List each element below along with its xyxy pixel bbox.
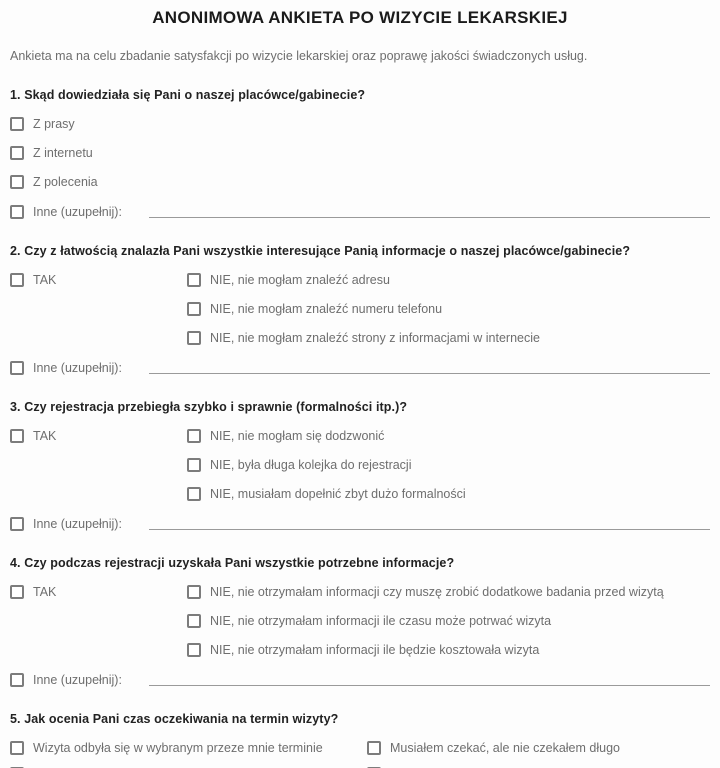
question-3 xyxy=(10,400,710,531)
option-label: Z polecenia xyxy=(33,175,98,189)
checkbox[interactable] xyxy=(187,458,201,472)
checkbox[interactable] xyxy=(10,273,24,287)
checkbox[interactable] xyxy=(187,273,201,287)
q1-option-z-polecenia[interactable] xyxy=(10,175,710,189)
q3-option-other[interactable] xyxy=(10,517,710,531)
q2-option-other[interactable] xyxy=(10,361,710,375)
checkbox[interactable] xyxy=(10,741,24,755)
q1-option-z-internetu[interactable] xyxy=(10,146,710,160)
option-label: Z internetu xyxy=(33,146,93,160)
checkbox[interactable] xyxy=(187,302,201,316)
option-label: Musiałem czekać, ale nie czekałem długo xyxy=(390,741,620,755)
question-3-title: 3. Czy rejestracja przebiegła szybko i sprawnie (formalności itp.)? xyxy=(10,400,408,414)
q2-option-nie-strony[interactable] xyxy=(187,331,710,345)
question-5-title: 5. Jak ocenia Pani czas oczekiwania na termin wizyty? xyxy=(10,712,339,726)
option-label: NIE, nie mogłam się dodzwonić xyxy=(210,429,385,443)
q3-option-nie-dodzwonic[interactable] xyxy=(187,429,710,443)
checkbox[interactable] xyxy=(187,331,201,345)
option-label: NIE, nie otrzymałam informacji czy muszę zrobić dodatkowe badania przed wizytą xyxy=(210,585,664,599)
question-2-title: 2. Czy z łatwością znalazła Pani wszystkie interesujące Panią informacje o naszej placówce/gabinecie? xyxy=(10,244,631,258)
question-1 xyxy=(10,88,710,219)
option-label: NIE, nie otrzymałam informacji ile będzie kosztowała wizyta xyxy=(210,643,540,657)
q5-option-czekac[interactable] xyxy=(367,741,620,755)
option-label: NIE, musiałam dopełnić zbyt dużo formalności xyxy=(210,487,466,501)
q2-option-nie-telefonu[interactable] xyxy=(187,302,710,316)
q4-option-tak[interactable] xyxy=(10,585,187,599)
q4-option-nie-koszt[interactable] xyxy=(187,643,710,657)
q3-option-nie-kolejka[interactable] xyxy=(187,458,710,472)
option-label: Z prasy xyxy=(33,117,75,131)
checkbox[interactable] xyxy=(187,487,201,501)
q1-option-z-prasy[interactable] xyxy=(10,117,710,131)
q2-option-nie-adresu[interactable] xyxy=(187,273,710,287)
checkbox[interactable] xyxy=(10,205,24,219)
q3-option-nie-formalnosci[interactable] xyxy=(187,487,710,501)
form-intro: Ankieta ma na celu zbadanie satysfakcji po wizycie lekarskiej oraz poprawę jakości świadczonych usług. xyxy=(10,49,588,63)
q1-option-other[interactable] xyxy=(10,205,710,219)
q4-other-fill-line[interactable] xyxy=(149,685,710,686)
q4-option-nie-badania[interactable] xyxy=(187,585,710,599)
option-label: Inne (uzupełnij): xyxy=(33,361,122,375)
option-label: NIE, była długa kolejka do rejestracji xyxy=(210,458,412,472)
option-label: NIE, nie mogłam znaleźć adresu xyxy=(210,273,390,287)
q2-option-tak[interactable] xyxy=(10,273,187,287)
checkbox[interactable] xyxy=(187,614,201,628)
q2-other-fill-line[interactable] xyxy=(149,373,710,374)
checkbox[interactable] xyxy=(10,146,24,160)
checkbox[interactable] xyxy=(10,429,24,443)
q4-option-nie-czas[interactable] xyxy=(187,614,710,628)
option-label: Wizyta odbyła się w wybranym przeze mnie terminie xyxy=(33,741,323,755)
checkbox[interactable] xyxy=(187,429,201,443)
option-label: NIE, nie mogłam znaleźć strony z informacjami w internecie xyxy=(210,331,540,345)
question-5 xyxy=(10,712,710,768)
checkbox[interactable] xyxy=(10,175,24,189)
form-title: ANONIMOWA ANKIETA PO WIZYCIE LEKARSKIEJ xyxy=(152,8,568,27)
question-2 xyxy=(10,244,710,375)
checkbox[interactable] xyxy=(10,517,24,531)
q5-option-termin[interactable] xyxy=(10,741,367,755)
question-1-title: 1. Skąd dowiedziała się Pani o naszej placówce/gabinecie? xyxy=(10,88,366,102)
option-label: TAK xyxy=(33,429,57,443)
checkbox[interactable] xyxy=(367,741,381,755)
question-4 xyxy=(10,556,710,687)
q3-option-tak[interactable] xyxy=(10,429,187,443)
checkbox[interactable] xyxy=(187,585,201,599)
option-label: NIE, nie otrzymałam informacji ile czasu może potrwać wizyta xyxy=(210,614,552,628)
checkbox[interactable] xyxy=(10,673,24,687)
checkbox[interactable] xyxy=(187,643,201,657)
q3-other-fill-line[interactable] xyxy=(149,529,710,530)
option-label: Inne (uzupełnij): xyxy=(33,205,122,219)
checkbox[interactable] xyxy=(10,361,24,375)
q4-option-other[interactable] xyxy=(10,673,710,687)
q1-other-fill-line[interactable] xyxy=(149,217,710,218)
question-4-title: 4. Czy podczas rejestracji uzyskała Pani wszystkie potrzebne informacje? xyxy=(10,556,455,570)
option-label: TAK xyxy=(33,585,57,599)
option-label: NIE, nie mogłam znaleźć numeru telefonu xyxy=(210,302,443,316)
checkbox[interactable] xyxy=(10,585,24,599)
option-label: Inne (uzupełnij): xyxy=(33,673,122,687)
checkbox[interactable] xyxy=(10,117,24,131)
option-label: Inne (uzupełnij): xyxy=(33,517,122,531)
option-label: TAK xyxy=(33,273,57,287)
